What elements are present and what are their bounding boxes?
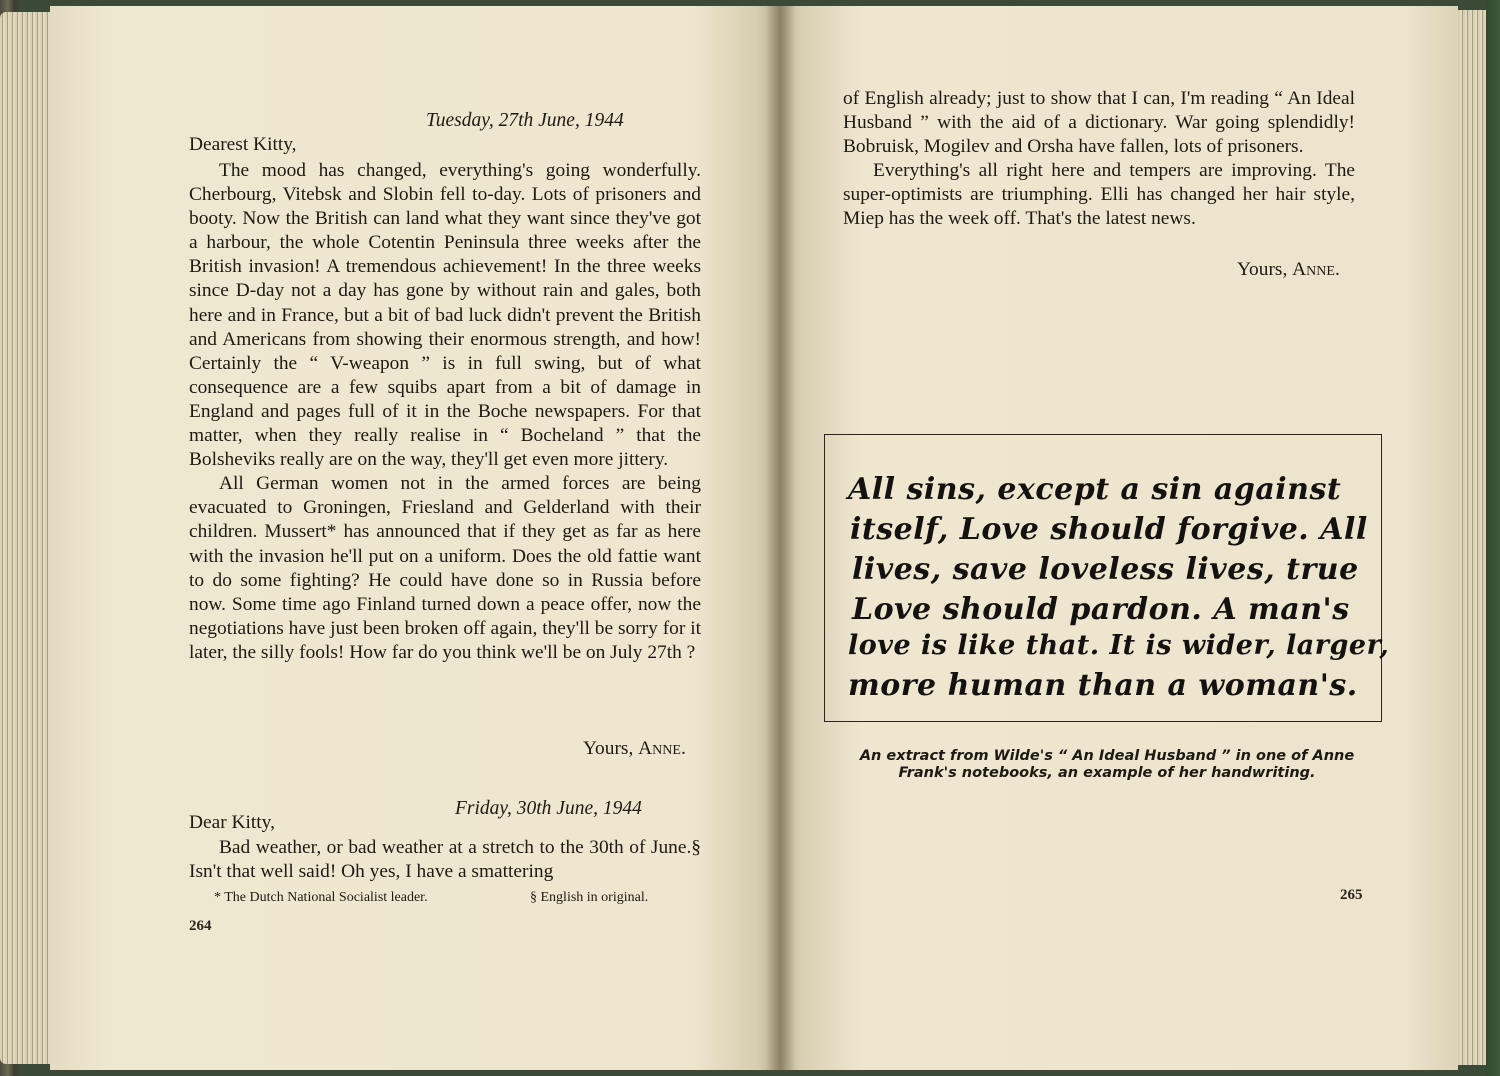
spine-shadow	[765, 6, 795, 1070]
handwriting-line: Love should pardon. A man's	[852, 592, 1350, 627]
handwriting-line: more human than a woman's.	[848, 668, 1358, 703]
signoff-prefix: Yours,	[583, 738, 634, 759]
footnote: * The Dutch National Socialist leader.	[214, 890, 428, 905]
entry-body	[843, 87, 1355, 232]
handwriting-line: itself, Love should forgive. All	[850, 512, 1368, 547]
signoff	[583, 738, 686, 760]
signoff-name: Anne.	[638, 738, 686, 759]
caption-line: Frank's notebooks, an example of her handwriting.	[898, 765, 1316, 781]
entry-body	[189, 159, 701, 665]
handwriting-line: love is like that. It is wider, larger,	[848, 630, 1390, 661]
body-paragraph: All German women not in the armed forces are being evacuated to Groningen, Friesland and Gelderland with their children. Mussert* has announced that if they get as far as here with the invasion he'll put on a uniform. Does the old fattie want to do some fighting? He could have done so in Russia before now. Some time ago Finland turned down a peace offer, now the negotiations have just been broken off again, they'll be sorry for it later, the silly fools! How far do you think we'll be on July 27th ?	[189, 473, 701, 663]
footnote: § English in original.	[530, 890, 649, 905]
handwriting-line: All sins, except a sin against	[848, 472, 1342, 507]
figure-caption	[852, 748, 1362, 782]
entry-date: Friday, 30th June, 1944	[455, 798, 642, 819]
signoff-name: Anne.	[1292, 259, 1340, 280]
salutation: Dear Kitty,	[189, 812, 275, 833]
page-number: 265	[1340, 887, 1363, 903]
handwriting-line: lives, save loveless lives, true	[852, 552, 1359, 587]
body-paragraph: of English already; just to show that I can, I'm reading “ An Ideal Husband ” with the aid of a dictionary. War going splendidly! Bobruisk, Mogilev and Orsha have fallen, lots of prisoners.	[843, 88, 1355, 158]
caption-line: An extract from Wilde's “ An Ideal Husband ” in one of Anne	[859, 748, 1355, 764]
salutation: Dearest Kitty,	[189, 134, 297, 155]
entry-body	[189, 836, 701, 884]
signoff-prefix: Yours,	[1237, 259, 1288, 280]
body-paragraph: Bad weather, or bad weather at a stretch to the 30th of June.§ Isn't that well said! Oh yes, I have a smattering	[189, 837, 701, 883]
page-number: 264	[189, 918, 212, 934]
signoff	[1237, 259, 1340, 281]
body-paragraph: The mood has changed, everything's going wonderfully. Cherbourg, Vitebsk and Slobin fell to-day. Lots of prisoners and booty. Now the British can land what they want since they've got a harbour, the whole Cotentin Peninsula three weeks after the British invasion! A tremendous achievement! In the three weeks since D-day not a day has gone by without rain and gales, both here and in France, but a bit of bad luck didn't prevent the British and Americans from showing their enormous strength, and how! Certainly the “ V-weapon ” is in full swing, but of what consequence are a few squibs apart from a bit of damage in England and pages full of it in the Boche newspapers. For that matter, when they really realise in “ Bocheland ” that the Bolsheviks really are on the way, they'll get even more jittery.	[189, 160, 701, 471]
entry-date: Tuesday, 27th June, 1944	[426, 110, 624, 131]
book-cover-edge	[1486, 0, 1500, 1076]
body-paragraph: Everything's all right here and tempers are improving. The super-optimists are triumphing. Elli has changed her hair style, Miep has the week off. That's the latest news.	[843, 160, 1355, 230]
